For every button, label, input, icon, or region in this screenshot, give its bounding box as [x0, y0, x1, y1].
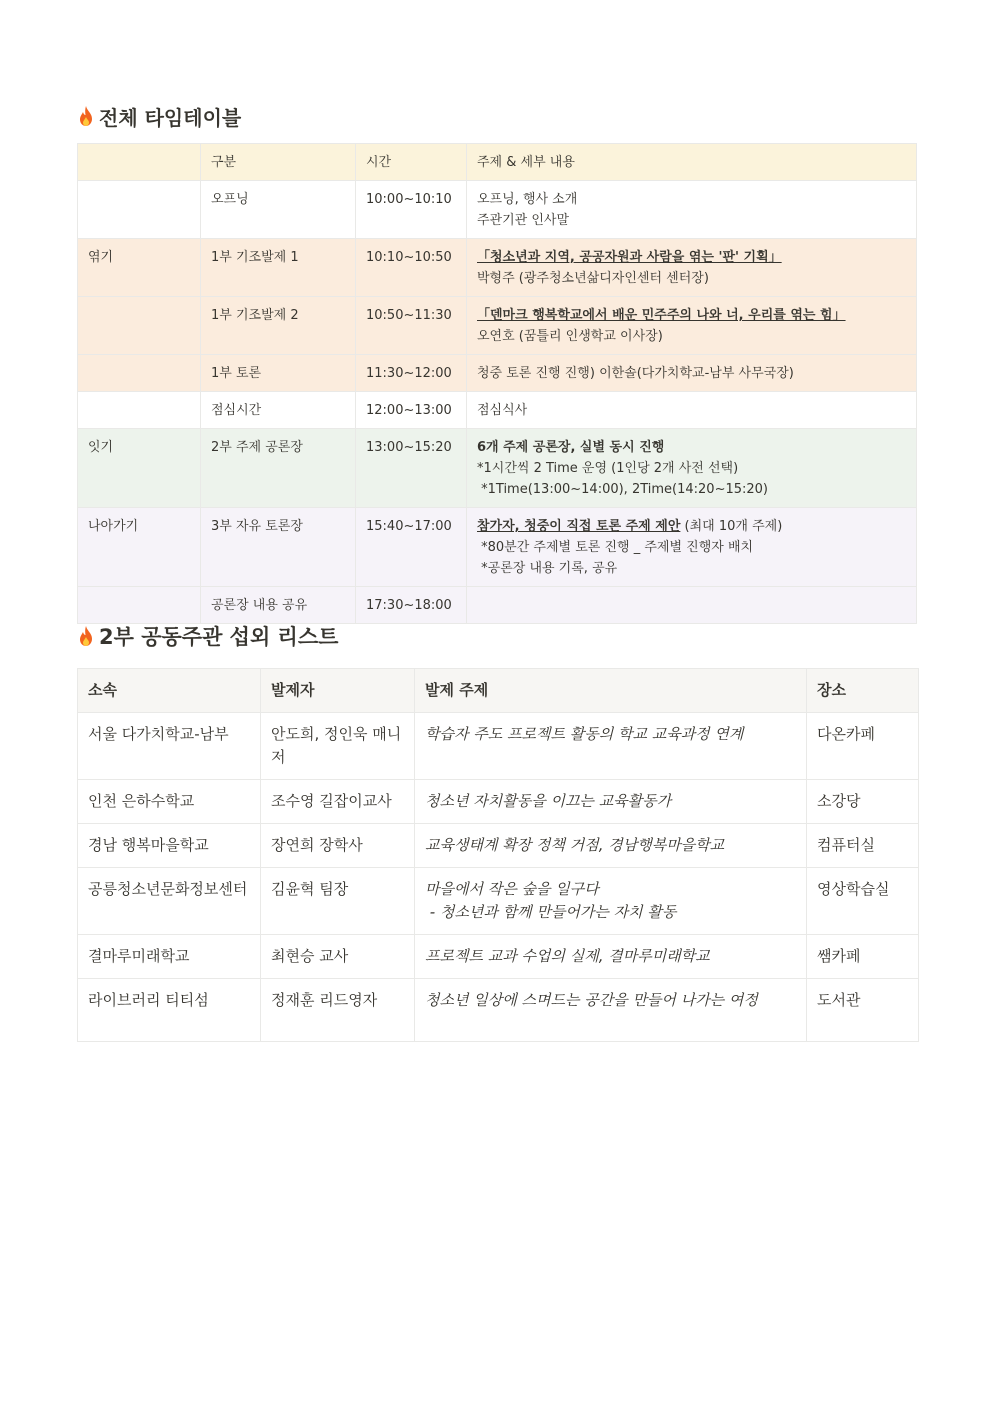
- table-row: [78, 355, 917, 392]
- part-cell: 오프닝: [201, 181, 356, 239]
- content-detail: *공론장 내용 기록, 공유: [477, 561, 618, 576]
- speaker-cell: 장연희 장학사: [261, 824, 415, 868]
- place-cell: 쌤카페: [807, 935, 919, 979]
- header-cell: 시간: [356, 144, 467, 181]
- org-cell: 인천 은하수학교: [78, 780, 261, 824]
- content-main: 6개 주제 공론장, 실별 동시 진행: [477, 440, 665, 455]
- header-cell: 구분: [201, 144, 356, 181]
- place-cell: 영상학습실: [807, 868, 919, 935]
- place-cell: 컴퓨터실: [807, 824, 919, 868]
- table-row: [78, 935, 919, 979]
- category-cell: 엮기: [78, 239, 201, 297]
- content-cell: [467, 429, 917, 508]
- category-cell: [78, 355, 201, 392]
- part-cell: 2부 주제 공론장: [201, 429, 356, 508]
- speaker-cell: 안도희, 정인욱 매니저: [261, 713, 415, 780]
- content-detail: *1Time(13:00~14:00), 2Time(14:20~15:20): [477, 482, 768, 497]
- topic-cell: 청소년 자치활동을 이끄는 교육활동가: [415, 780, 807, 824]
- category-cell: [78, 181, 201, 239]
- category-cell: [78, 297, 201, 355]
- part-cell: 점심시간: [201, 392, 356, 429]
- place-cell: 도서관: [807, 979, 919, 1042]
- content-main: 청중 토론 진행 진행) 이한솔(다가치학교-남부 사무국장): [477, 366, 794, 381]
- speaker-cell: 김윤혁 팀장: [261, 868, 415, 935]
- time-cell: 10:00~10:10: [356, 181, 467, 239]
- fire-icon: [77, 105, 95, 127]
- timetable: [77, 143, 917, 624]
- content-detail: 박형주 (광주청소년삶디자인센터 센터장): [477, 271, 709, 286]
- header-cell: 발제 주제: [415, 669, 807, 713]
- header-cell: 장소: [807, 669, 919, 713]
- content-cell: [467, 587, 917, 624]
- speakers-title: [77, 621, 338, 651]
- part-cell: 3부 자유 토론장: [201, 508, 356, 587]
- speakers-table: [77, 668, 919, 1042]
- category-cell: [78, 587, 201, 624]
- content-detail: *80분간 주제별 토론 진행 _ 주제별 진행자 배치: [477, 540, 754, 555]
- org-cell: 라이브러리 티티섬: [78, 979, 261, 1042]
- content-cell: [467, 508, 917, 587]
- place-cell: 소강당: [807, 780, 919, 824]
- content-cell: [467, 239, 917, 297]
- fire-icon: [77, 625, 95, 647]
- table-row: [78, 297, 917, 355]
- table-row: [78, 181, 917, 239]
- place-cell: 다온카페: [807, 713, 919, 780]
- header-cell: 주제 & 세부 내용: [467, 144, 917, 181]
- category-cell: 나아가기: [78, 508, 201, 587]
- speaker-cell: 조수영 길잡이교사: [261, 780, 415, 824]
- topic-cell: 학습자 주도 프로젝트 활동의 학교 교육과정 연계: [415, 713, 807, 780]
- content-cell: [467, 297, 917, 355]
- speaker-cell: 정재훈 리드영자: [261, 979, 415, 1042]
- table-row: [78, 979, 919, 1042]
- content-main: 「청소년과 지역, 공공자원과 사람을 엮는 '판' 기획」: [477, 250, 782, 265]
- content-cell: [467, 392, 917, 429]
- content-detail: 오연호 (꿈틀리 인생학교 이사장): [477, 329, 663, 344]
- table-row: [78, 780, 919, 824]
- org-cell: 경남 행복마을학교: [78, 824, 261, 868]
- part-cell: 공론장 내용 공유: [201, 587, 356, 624]
- table-row: [78, 587, 917, 624]
- category-cell: [78, 392, 201, 429]
- time-cell: 11:30~12:00: [356, 355, 467, 392]
- topic-line: 마을에서 작은 숲을 일구다: [425, 880, 599, 898]
- part-cell: 1부 기조발제 1: [201, 239, 356, 297]
- topic-cell: 프로젝트 교과 수업의 실제, 결마루미래학교: [415, 935, 807, 979]
- time-cell: 12:00~13:00: [356, 392, 467, 429]
- org-cell: 결마루미래학교: [78, 935, 261, 979]
- table-row: [78, 508, 917, 587]
- time-cell: 10:50~11:30: [356, 297, 467, 355]
- time-cell: 10:10~10:50: [356, 239, 467, 297]
- part-cell: 1부 기조발제 2: [201, 297, 356, 355]
- header-cell: 소속: [78, 669, 261, 713]
- content-main: 참가자, 청중이 직접 토론 주제 제안: [477, 519, 681, 534]
- org-cell: 공릉청소년문화정보센터: [78, 868, 261, 935]
- table-row: [78, 868, 919, 935]
- timetable-title-text: 전체 타임테이블: [99, 105, 242, 130]
- timetable-title: [77, 102, 241, 130]
- topic-cell: 청소년 일상에 스며드는 공간을 만들어 나가는 여정: [415, 979, 807, 1042]
- content-main: 점심식사: [477, 403, 528, 418]
- time-cell: 17:30~18:00: [356, 587, 467, 624]
- topic-line: - 청소년과 함께 만들어가는 자치 활동: [425, 903, 677, 921]
- timetable-header-row: [78, 144, 917, 181]
- category-cell: 잇기: [78, 429, 201, 508]
- table-row: [78, 429, 917, 508]
- org-cell: 서울 다가치학교-남부: [78, 713, 261, 780]
- table-row: [78, 824, 919, 868]
- speakers-header-row: [78, 669, 919, 713]
- content-main: 「덴마크 행복학교에서 배운 민주주의 나와 너, 우리를 엮는 힘」: [477, 308, 846, 323]
- content-cell: [467, 355, 917, 392]
- header-cell: 발제자: [261, 669, 415, 713]
- time-cell: 13:00~15:20: [356, 429, 467, 508]
- content-main-suffix: (최대 10개 주제): [680, 519, 783, 534]
- content-main: 오프닝, 행사 소개: [477, 192, 578, 207]
- header-cell: [78, 144, 201, 181]
- table-row: [78, 713, 919, 780]
- content-detail: 주관기관 인사말: [477, 213, 570, 228]
- speaker-cell: 최현승 교사: [261, 935, 415, 979]
- speakers-title-text: 2부 공동주관 섭외 리스트: [99, 625, 339, 649]
- content-cell: [467, 181, 917, 239]
- topic-cell: 교육생태계 확장 정책 거점, 경남행복마을학교: [415, 824, 807, 868]
- table-row: [78, 239, 917, 297]
- table-row: [78, 392, 917, 429]
- part-cell: 1부 토론: [201, 355, 356, 392]
- content-detail: *1시간씩 2 Time 운영 (1인당 2개 사전 선택): [477, 461, 739, 476]
- time-cell: 15:40~17:00: [356, 508, 467, 587]
- topic-cell: [415, 868, 807, 935]
